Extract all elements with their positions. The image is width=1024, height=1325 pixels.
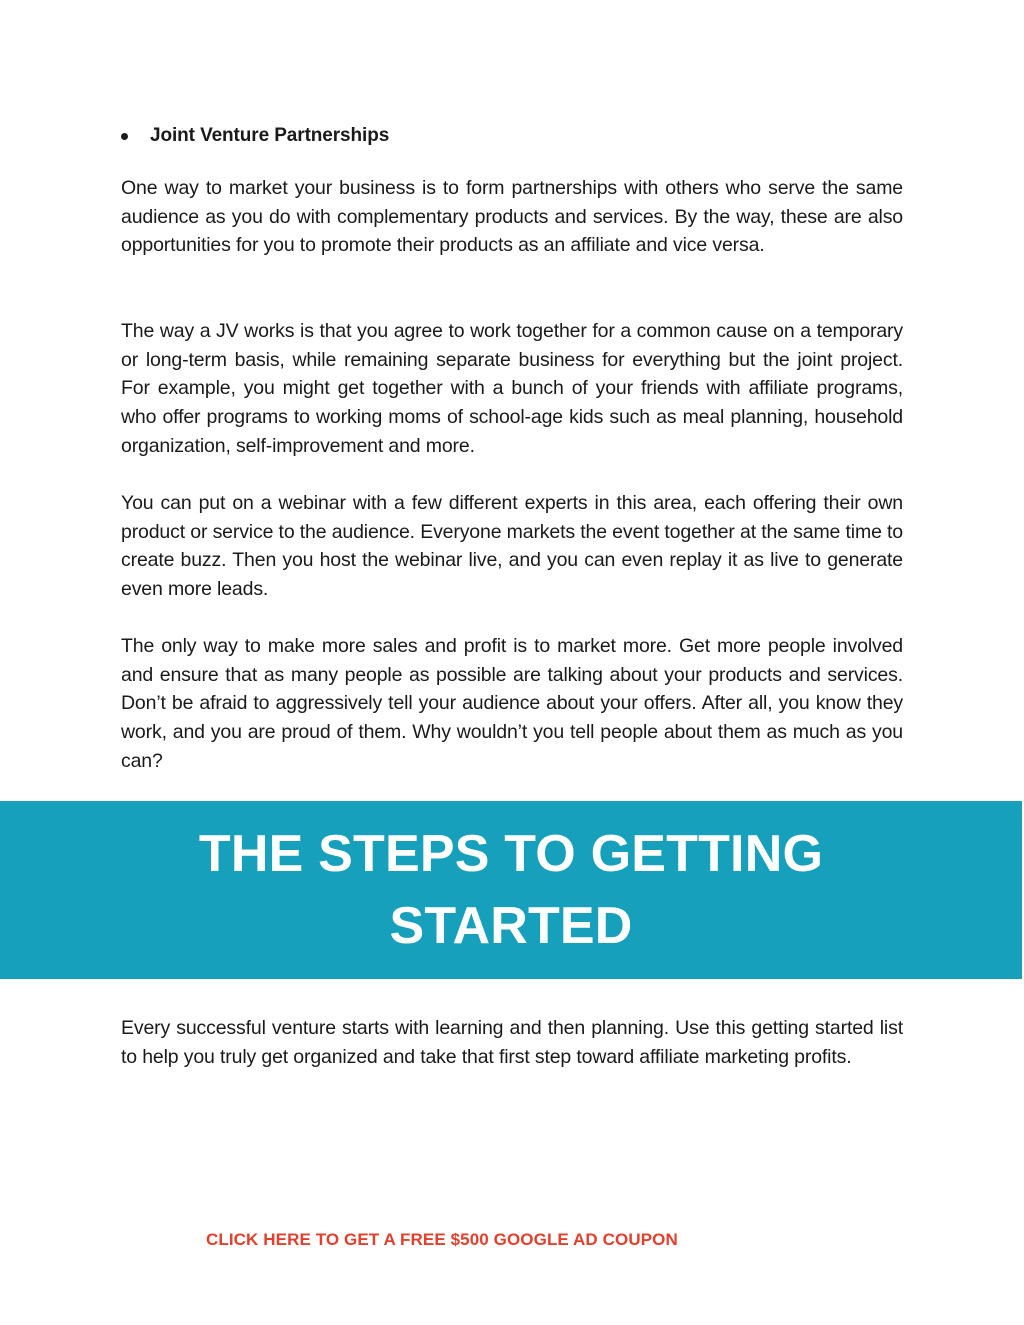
paragraph-joint-venture-intro: One way to market your business is to form partnerships with others who serve the same audience as you do with complementary products and services. By the way, these are also opportunities for you to promote their products as an affiliate and vice versa. <box>121 177 903 257</box>
bullet-heading-row <box>121 122 389 150</box>
banner-title: THE STEPS TO GETTING STARTED <box>198 825 824 955</box>
section-heading: Joint Venture Partnerships <box>150 125 390 146</box>
paragraph-getting-started-intro: Every successful venture starts with learning and then planning. Use this getting started list to help you truly get organized and take that first step toward affiliate marketing profits. <box>121 1017 903 1068</box>
section-banner <box>0 801 1022 979</box>
paragraph-how-jv-works: The way a JV works is that you agree to work together for a common cause on a temporary or long-term basis, while remaining separate business for everything but the joint project. For example, you might get together with a bunch of your friends with affiliate programs, who offer programs to working moms of school-age kids such as meal planning, household organization, self-improvement and more. <box>121 320 903 457</box>
bullet-icon <box>121 133 128 140</box>
coupon-cta-link[interactable]: CLICK HERE TO GET A FREE $500 GOOGLE AD COUPON <box>206 1230 678 1249</box>
paragraph-market-more: The only way to make more sales and profit is to market more. Get more people involved and ensure that as many people as possible are talking about your products and services. Don’t be afraid to aggressively tell your audience about your offers. After all, you know they work, and you are proud of them. Why wouldn’t you tell people about them as much as you can? <box>121 635 903 772</box>
paragraph-webinar-example: You can put on a webinar with a few different experts in this area, each offering their own product or service to the audience. Everyone markets the event together at the same time to create buzz. Then you host the webinar live, and you can even replay it as live to generate even more leads. <box>121 492 903 601</box>
